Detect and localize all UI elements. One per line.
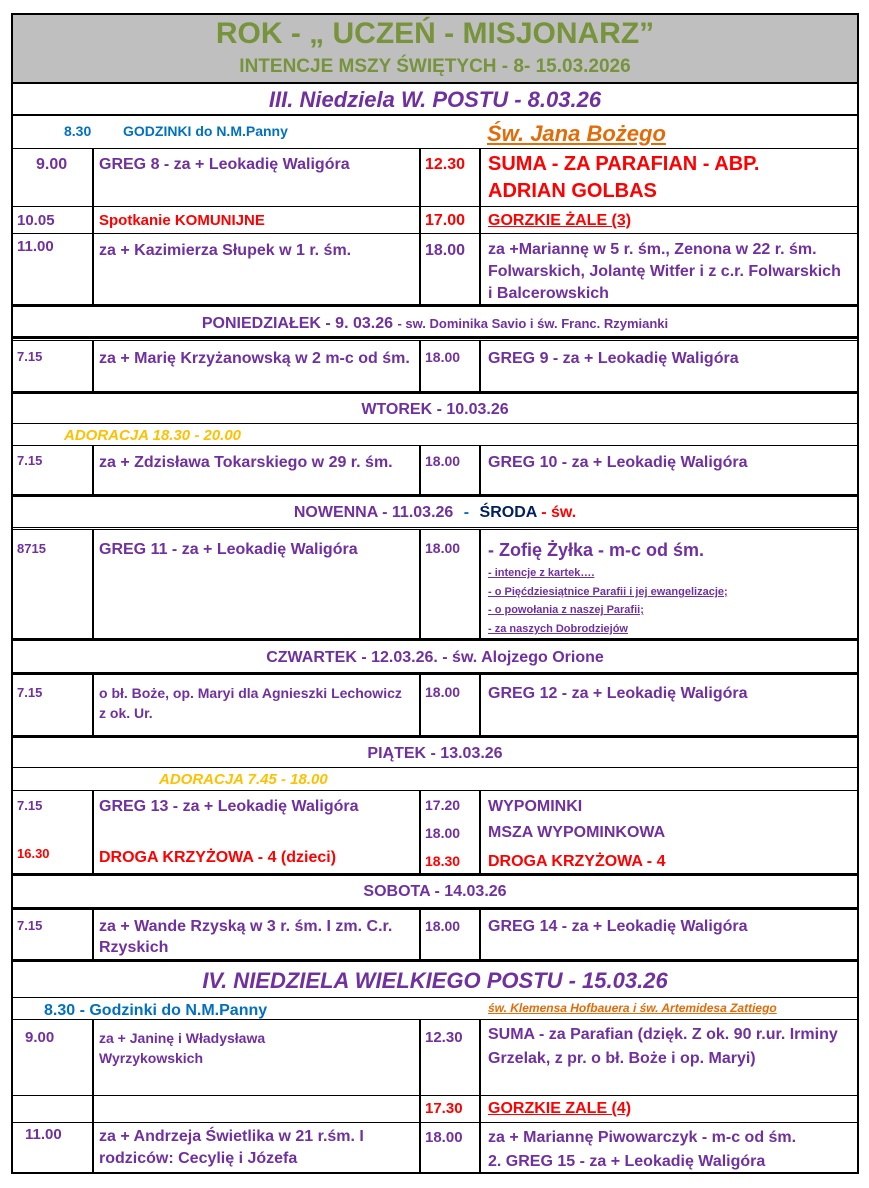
- rule: [11, 873, 859, 876]
- intention-cell: GREG 14 - za + Leokadię Waligóra: [488, 918, 748, 935]
- intention-list-item: - za naszych Dobrodziejów: [488, 623, 628, 635]
- rule: [11, 391, 859, 394]
- time-cell: 17.20: [425, 797, 461, 813]
- rule: [11, 1095, 859, 1096]
- monday-heading: [13, 313, 857, 334]
- col-divider: [479, 790, 481, 873]
- time-cell: 18.00: [425, 1129, 463, 1146]
- col-divider: [92, 675, 94, 735]
- time-cell: 18.00: [425, 349, 461, 365]
- time-cell: 17.00: [425, 212, 466, 229]
- rule: [11, 336, 859, 339]
- sunday1-godzinki-time: 8.30: [64, 123, 92, 139]
- time-cell: 18.00: [425, 540, 461, 556]
- intention-cell: za + Mariannę Piwowarczyk - m-c od śm.: [488, 1129, 797, 1146]
- rule: [11, 340, 859, 341]
- heading-dash: -: [463, 504, 470, 521]
- col-divider: [419, 445, 421, 494]
- header-subtitle: INTENCJE MSZY ŚWIĘTYCH - 8- 15.03.2026: [239, 56, 631, 77]
- time-cell: 7.15: [17, 349, 43, 364]
- intention-cell: GREG 11 - za + Leokadię Waligóra: [99, 541, 358, 558]
- time-cell: 10.05: [17, 212, 55, 229]
- col-divider: [479, 1019, 481, 1174]
- rule: [11, 767, 859, 768]
- monday-date: PONIEDZIAŁEK - 9. 03.26: [201, 315, 394, 332]
- rule: [11, 114, 859, 116]
- intention-cell: - Zofię Żyłka - m-c od śm.: [488, 540, 705, 560]
- intention-cell: 2. GREG 15 - za + Leokadię Waligóra: [488, 1153, 766, 1170]
- rule: [11, 638, 859, 641]
- time-cell: 18.00: [425, 453, 461, 469]
- header-title: ROK - „ UCZEŃ - MISJONARZ”: [215, 17, 655, 50]
- time-cell: 7.15: [17, 918, 43, 933]
- sunday2-godzinki: 8.30 - Godzinki do N.M.Panny: [44, 1002, 268, 1019]
- col-divider: [419, 910, 421, 959]
- rule: [11, 494, 859, 497]
- time-cell: 7.15: [17, 453, 43, 468]
- rule: [11, 233, 859, 234]
- intention-cell: GORZKIE ŻALE (3): [488, 212, 632, 229]
- time-cell: 16.30: [17, 846, 50, 861]
- rule: [11, 907, 859, 910]
- intention-cell: Spotkanie KOMUNIJNE: [99, 212, 265, 229]
- tuesday-heading: WTOREK - 10.03.26: [361, 401, 509, 418]
- col-divider: [479, 445, 481, 494]
- time-cell: 11.00: [25, 1126, 62, 1143]
- wednesday-saint: - św.: [541, 504, 577, 521]
- time-cell: 7.15: [17, 685, 43, 700]
- friday-heading: PIĄTEK - 13.03.26: [367, 745, 503, 762]
- tuesday-adoration: ADORACJA 18.30 - 20.00: [64, 427, 242, 444]
- intention-cell: GREG 9 - za + Leokadię Waligóra: [488, 350, 739, 367]
- time-cell: 18.00: [425, 825, 461, 841]
- rule: [11, 206, 859, 207]
- intention-list-item: - o powołania z naszej Parafii;: [488, 604, 644, 616]
- wednesday-heading: [13, 502, 857, 523]
- col-divider: [419, 1019, 421, 1174]
- time-cell: 12.30: [425, 1029, 463, 1046]
- rule: [11, 529, 859, 530]
- intention-cell: GREG 13 - za + Leokadię Waligóra: [99, 798, 359, 815]
- intention-cell: o bł. Boże, op. Maryi dla Agnieszki Lechowicz z ok. Ur.: [99, 685, 402, 721]
- col-divider: [479, 675, 481, 735]
- time-cell: 18.00: [425, 918, 461, 934]
- sunday1-saint: Św. Jana Bożego: [487, 121, 666, 146]
- intention-cell: za +Mariannę w 5 r. śm., Zenona w 22 r. śm. Folwarskich, Jolantę Witfer i z c.r. Folwarskich i Balcerowskich: [488, 241, 841, 302]
- rule: [11, 997, 859, 998]
- sunday1-heading: III. Niedziela W. POSTU - 8.03.26: [268, 87, 602, 112]
- time-cell: 18.00: [425, 242, 466, 259]
- rule: [11, 148, 859, 149]
- time-cell: 17.30: [425, 1100, 463, 1117]
- intention-cell: DROGA KRZYŻOWA - 4: [488, 853, 666, 870]
- wednesday-novena: NOWENNA - 11.03.26: [293, 504, 454, 521]
- col-divider: [479, 148, 481, 304]
- col-divider: [92, 790, 94, 873]
- sunday2-saints: św. Klemensa Hofbauera i św. Artemidesa Zattiego: [488, 1001, 777, 1015]
- rule: [11, 82, 859, 84]
- thursday-heading: CZWARTEK - 12.03.26. - św. Alojzego Orione: [266, 649, 604, 666]
- intention-list-item: - intencje z kartek….: [488, 567, 595, 579]
- col-divider: [92, 529, 94, 638]
- col-divider: [479, 340, 481, 391]
- time-cell: 8715: [17, 541, 46, 556]
- rule: [11, 527, 859, 528]
- col-divider: [419, 529, 421, 638]
- intention-cell: GREG 10 - za + Leokadię Waligóra: [488, 454, 748, 471]
- rule: [11, 672, 859, 675]
- col-divider: [419, 675, 421, 735]
- intention-cell: MSZA WYPOMINKOWA: [488, 824, 666, 841]
- intention-list-item: - o Pięćdziesiątnice Parafii i jej ewangelizacje;: [488, 586, 728, 598]
- intention-cell: DROGA KRZYŻOWA - 4 (dzieci): [99, 849, 337, 866]
- rule: [11, 445, 859, 446]
- friday-adoration: ADORACJA 7.45 - 18.00: [159, 771, 328, 788]
- time-cell: 7.15: [17, 798, 43, 813]
- wednesday-day: ŚRODA: [479, 504, 537, 521]
- rule: [11, 959, 859, 962]
- intention-cell: za + Janinę i Władysława Wyrzykowskich: [99, 1030, 266, 1066]
- rule: [11, 1122, 859, 1123]
- intention-cell: GREG 8 - za + Leokadię Waligóra: [99, 156, 350, 173]
- intention-cell: WYPOMINKI: [488, 798, 583, 815]
- monday-saints: - sw. Dominika Savio i św. Franc. Rzymianki: [397, 316, 669, 331]
- col-divider: [92, 1019, 94, 1174]
- col-divider: [92, 445, 94, 494]
- intention-cell: za + Wande Rzyską w 3 r. śm. I zm. C.r. Rzyskich: [99, 918, 393, 956]
- time-cell: 9.00: [36, 156, 68, 173]
- intention-cell: za + Zdzisława Tokarskiego w 29 r. śm.: [99, 454, 393, 471]
- intention-cell: SUMA - za Parafian (dzięk. Z ok. 90 r.ur. Irminy Grzelak, z pr. o bł. Boże i op. Maryi): [488, 1026, 838, 1067]
- saturday-heading: SOBOTA - 14.03.26: [363, 883, 507, 900]
- time-cell: 18.00: [425, 684, 461, 700]
- col-divider: [92, 148, 94, 304]
- intention-cell: GORZKIE ZALE (4): [488, 1100, 632, 1117]
- intention-cell: GREG 12 - za + Leokadię Waligóra: [488, 685, 748, 702]
- col-divider: [419, 790, 421, 873]
- intention-cell: za + Marię Krzyżanowską w 2 m-c od śm.: [99, 350, 410, 367]
- col-divider: [419, 340, 421, 391]
- sunday2-heading: IV. NIEDZIELA WIELKIEGO POSTU - 15.03.26: [202, 968, 668, 993]
- sunday1-godzinki-text: GODZINKI do N.M.Panny: [123, 123, 288, 139]
- time-cell: 11.00: [17, 238, 54, 255]
- col-divider: [92, 910, 94, 959]
- rule: [11, 423, 859, 424]
- col-divider: [479, 529, 481, 638]
- col-divider: [479, 910, 481, 959]
- intention-cell: za + Kazimierza Słupek w 1 r. śm.: [99, 242, 352, 259]
- rule: [11, 790, 859, 791]
- time-cell: 18.30: [425, 853, 461, 869]
- col-divider: [419, 148, 421, 304]
- time-cell: 9.00: [25, 1029, 55, 1046]
- col-divider: [92, 340, 94, 391]
- intention-cell: za + Andrzeja Świetlika w 21 r.śm. I rodziców: Cecylię i Józefa: [99, 1128, 364, 1167]
- intention-cell: SUMA - ZA PARAFIAN - ABP. ADRIAN GOLBAS: [488, 153, 760, 202]
- rule: [11, 735, 859, 738]
- time-cell: 12.30: [425, 156, 466, 173]
